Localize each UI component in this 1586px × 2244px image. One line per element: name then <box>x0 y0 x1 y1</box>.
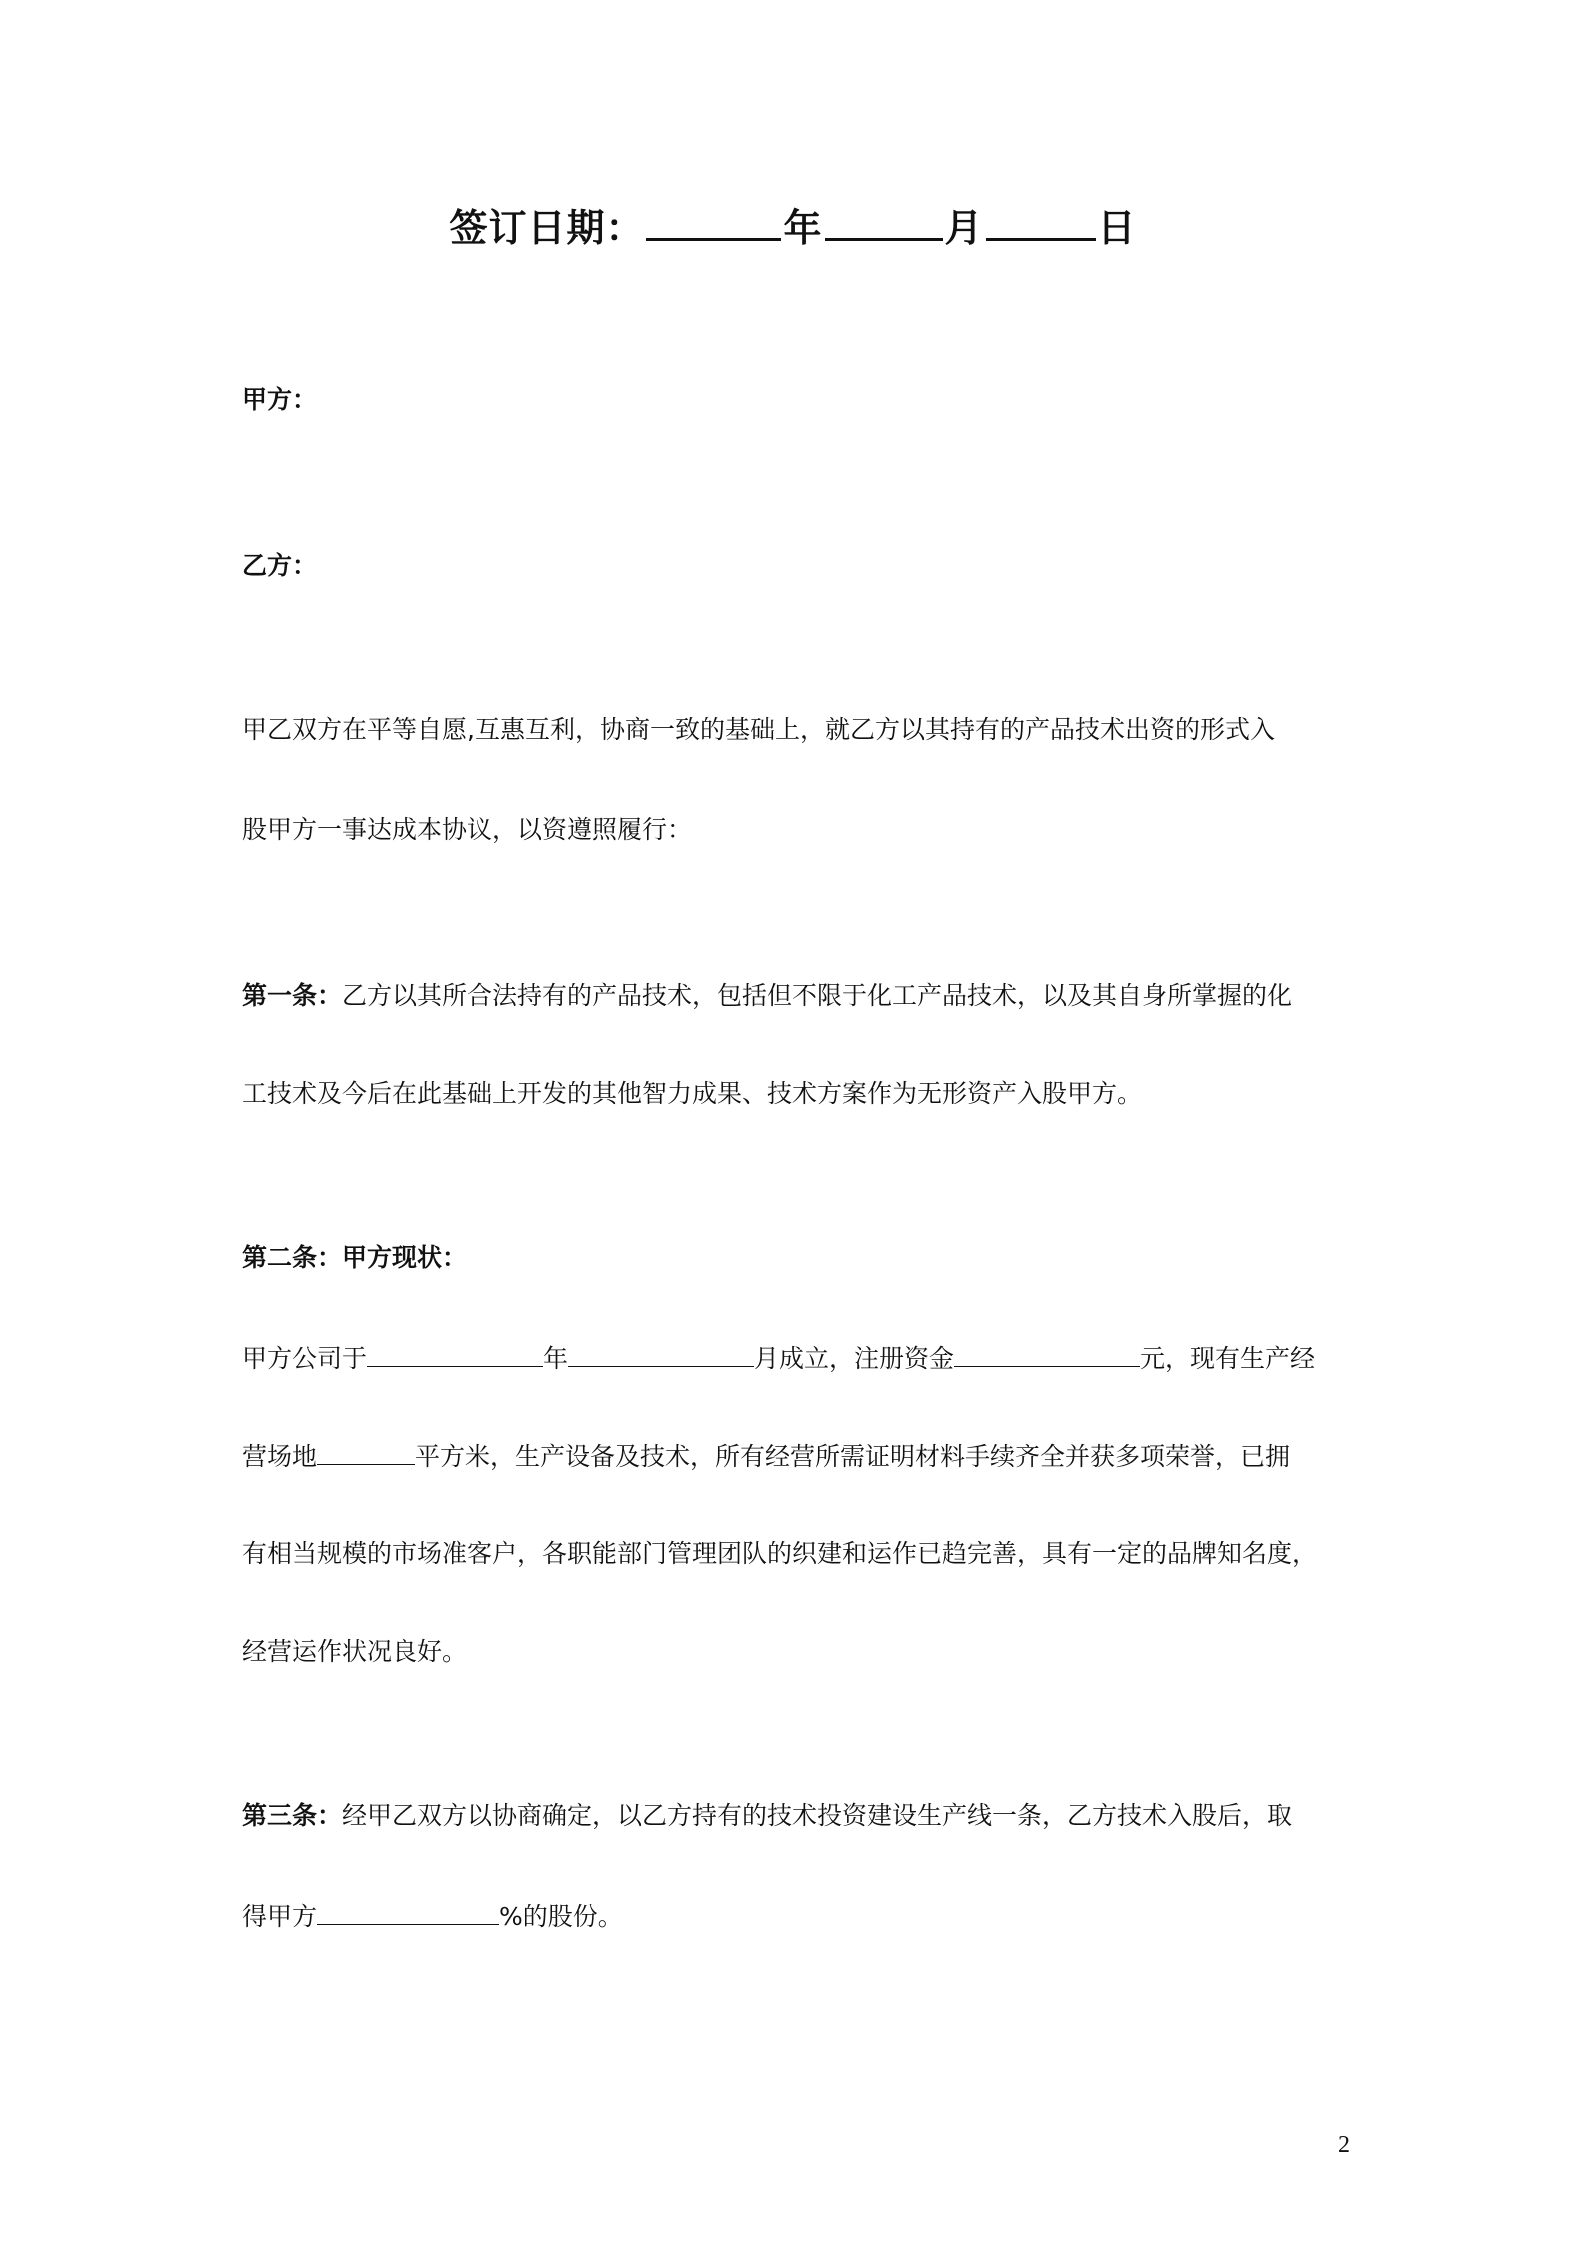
established-month-blank <box>568 1340 754 1367</box>
article-2-text-2a: 营场地 <box>242 1442 318 1471</box>
established-year-blank <box>367 1340 543 1367</box>
article-3-text-2b: %的股份。 <box>499 1902 623 1931</box>
year-blank <box>646 200 781 241</box>
article-2-text-1b: 年 <box>543 1344 569 1373</box>
site-area-blank <box>317 1438 415 1465</box>
article-3-text-1: 经甲乙双方以协商确定，以乙方持有的技术投资建设生产线一条，乙方技术入股后，取 <box>342 1801 1293 1830</box>
article-2-heading: 第二条：甲方现状： <box>242 1243 468 1272</box>
article-3-line-1 <box>242 1798 1362 1834</box>
article-2-line-4: 经营运作状况良好。 <box>242 1637 468 1666</box>
registered-capital-blank <box>954 1340 1140 1367</box>
month-blank <box>825 200 943 241</box>
day-label: 日 <box>1097 206 1137 250</box>
party-b-label: 乙方： <box>242 551 318 580</box>
share-percent-blank <box>317 1898 499 1925</box>
article-2-line-2 <box>242 1438 1362 1475</box>
article-2-line-3: 有相当规模的市场准客户，各职能部门管理团队的织建和运作已趋完善，具有一定的品牌知名度， <box>242 1539 1318 1568</box>
signing-date-label: 签订日期： <box>449 206 645 250</box>
article-3-heading: 第三条： <box>242 1801 343 1830</box>
article-2-text-2b: 平方米，生产设备及技术，所有经营所需证明材料手续齐全并获多项荣誉，已拥 <box>415 1442 1291 1471</box>
signing-date-title <box>0 200 1586 253</box>
article-1-line-1 <box>242 978 1362 1014</box>
year-label: 年 <box>783 206 823 250</box>
article-2-text-1a: 甲方公司于 <box>242 1344 368 1373</box>
page-number: 2 <box>1338 2132 1350 2158</box>
article-2-text-1c: 月成立，注册资金 <box>754 1344 955 1373</box>
preamble-line-2: 股甲方一事达成本协议，以资遵照履行： <box>242 815 693 844</box>
article-3-line-2 <box>242 1898 1362 1935</box>
article-1-line-2: 工技术及今后在此基础上开发的其他智力成果、技术方案作为无形资产入股甲方。 <box>242 1079 1143 1108</box>
article-2-line-1 <box>242 1340 1362 1377</box>
article-1-heading: 第一条： <box>242 981 343 1010</box>
preamble-line-1: 甲乙双方在平等自愿,互惠互利，协商一致的基础上，就乙方以其持有的产品技术出资的形式入 <box>242 715 1275 744</box>
party-a-label: 甲方： <box>242 385 318 414</box>
day-blank <box>986 200 1096 241</box>
article-2-text-1d: 元，现有生产经 <box>1140 1344 1316 1373</box>
article-1-text-1: 乙方以其所合法持有的产品技术，包括但不限于化工产品技术，以及其自身所掌握的化 <box>342 981 1293 1010</box>
month-label: 月 <box>944 206 984 250</box>
article-3-text-2a: 得甲方 <box>242 1902 318 1931</box>
